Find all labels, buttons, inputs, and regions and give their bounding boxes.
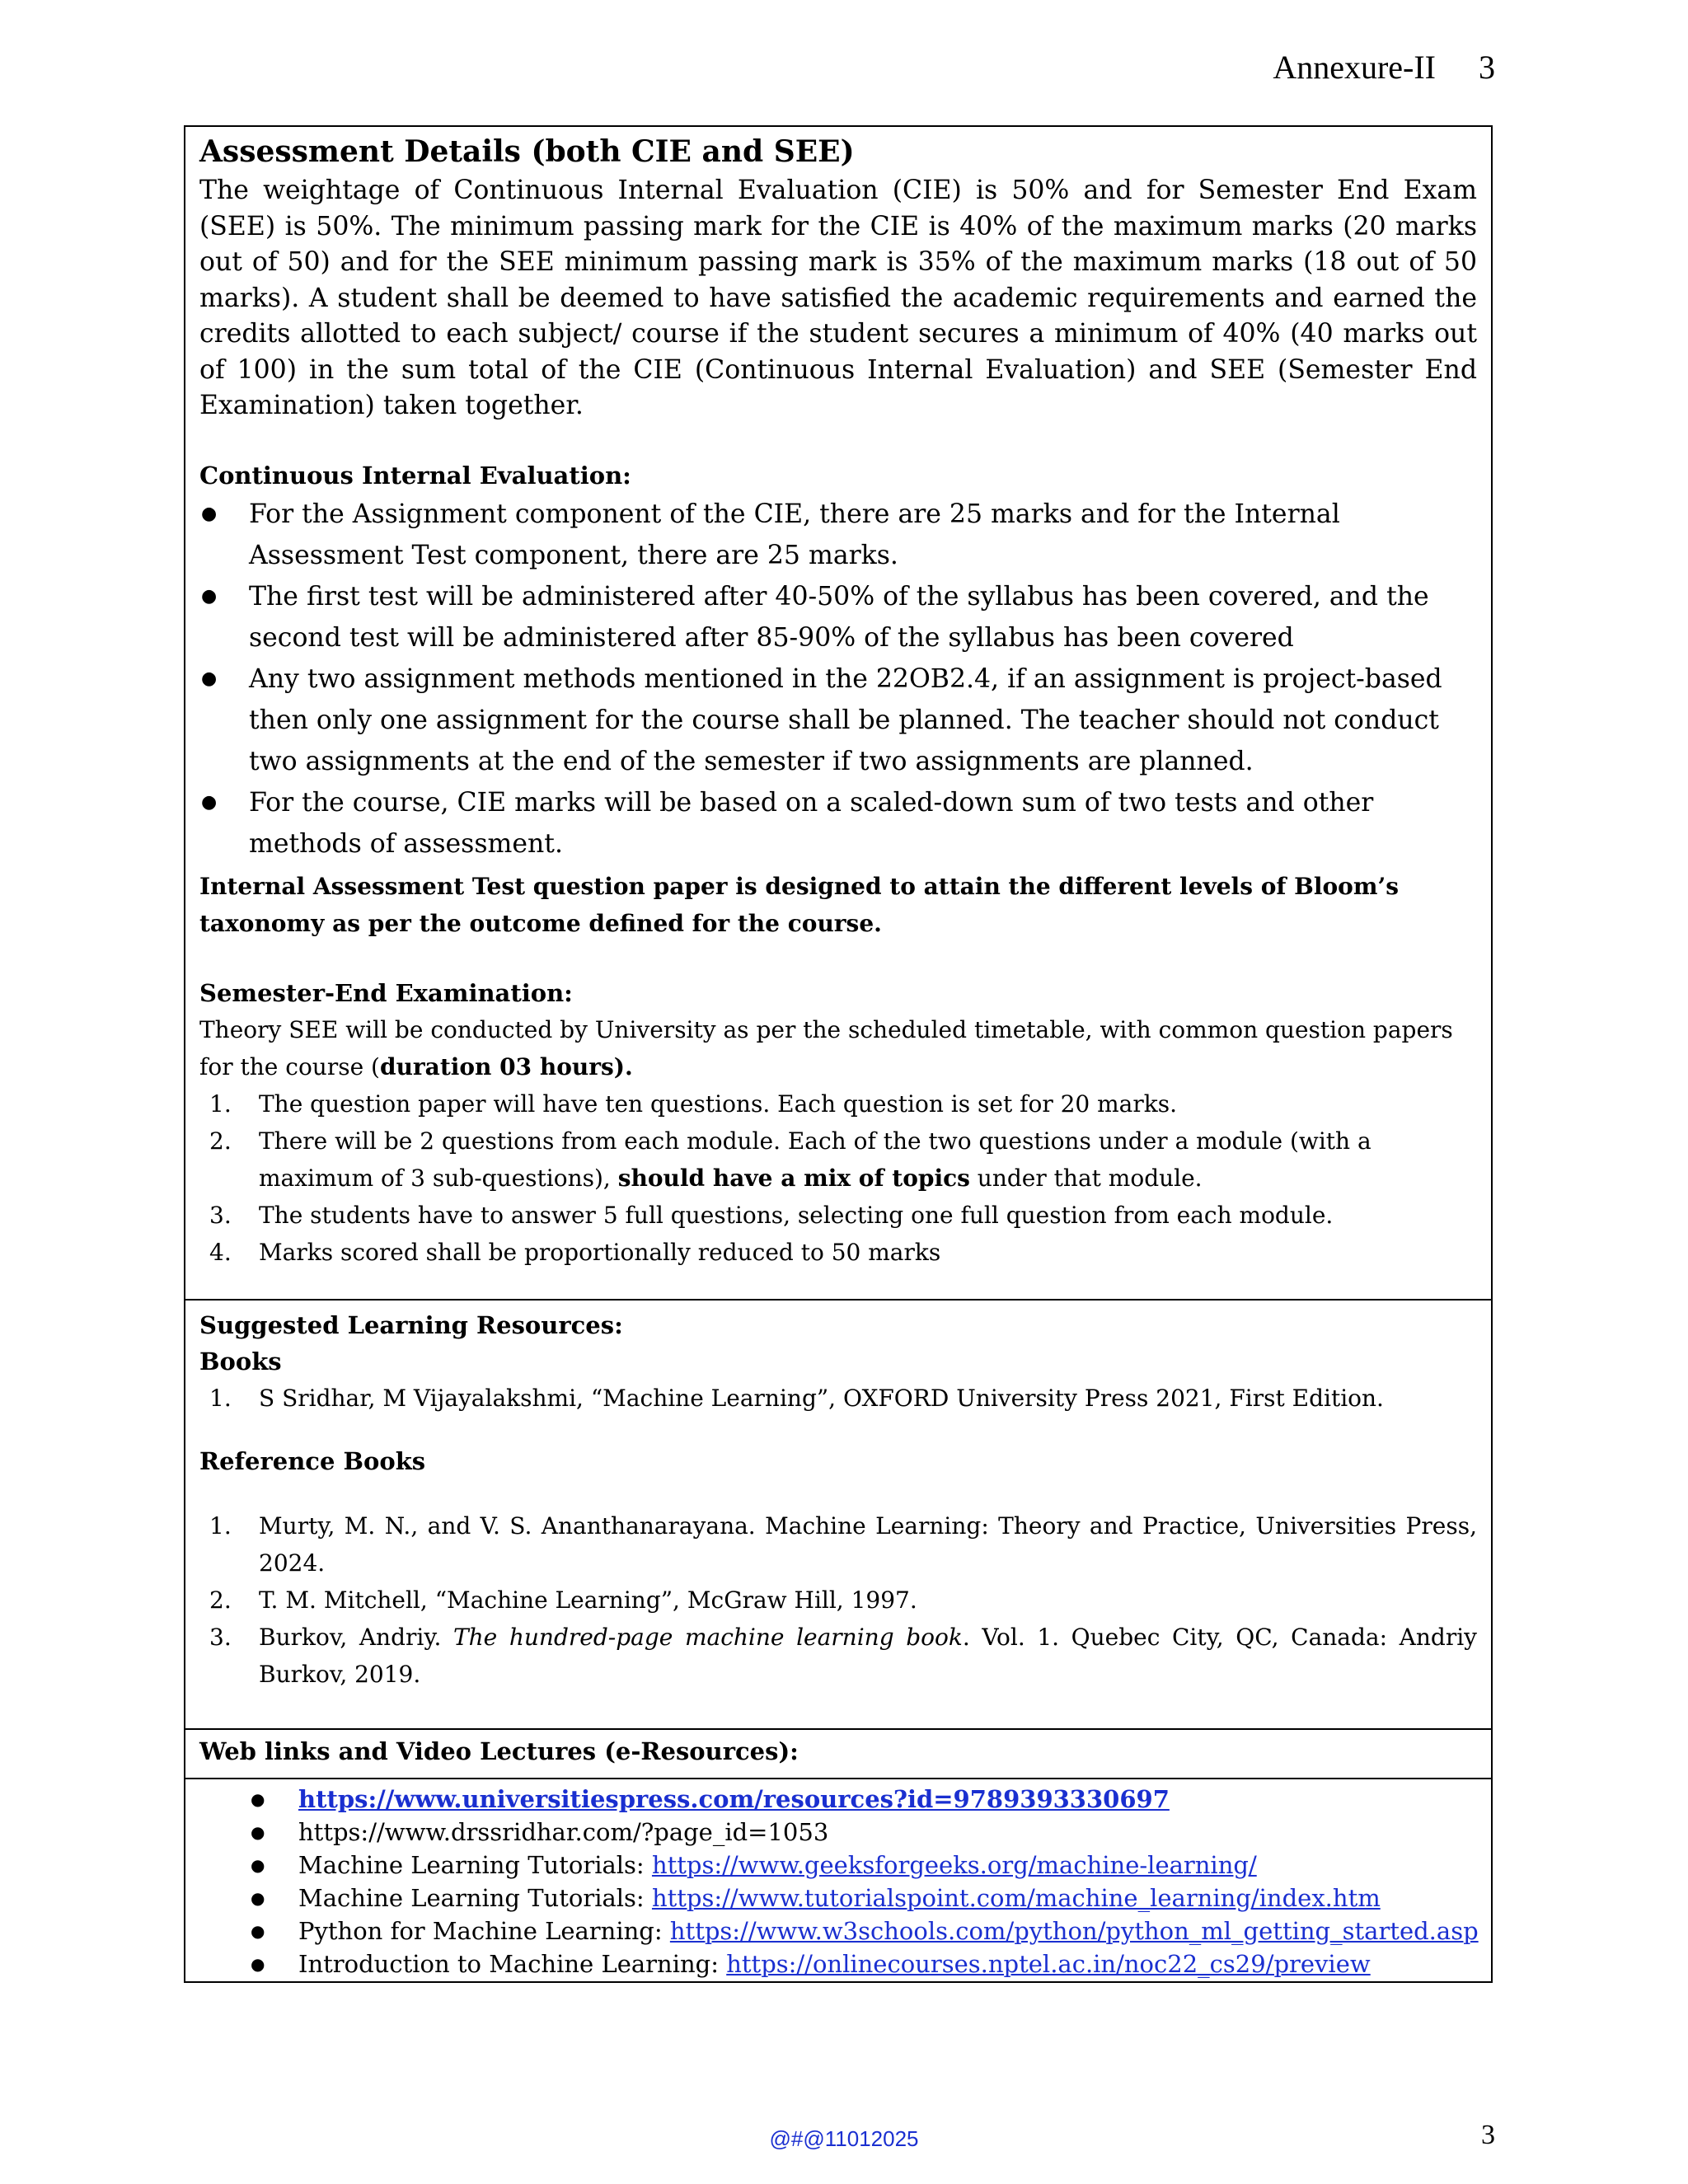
reference-number: 3. xyxy=(209,1624,232,1651)
see-item xyxy=(199,1085,1477,1122)
see-item-number: 3. xyxy=(209,1201,232,1229)
reference-books-heading: Reference Books xyxy=(199,1447,426,1475)
book-number: 1. xyxy=(209,1385,232,1412)
web-link-item xyxy=(249,1882,1477,1915)
assessment-intro: The weightage of Continuous Internal Evaluation (CIE) is 50% and for Semester End Exam (SEE) is 50%. The minimum passing mark for the CIE is 40% of the maximum marks (20 marks out of 50) and for the SEE minimum passing mark is 35% of the maximum marks (18 out of 50 marks). A student shall be deemed to have satisfied the academic requirements and earned the credits allotted to each subject/ course if the student secures a minimum of 40% (40 marks out of 100) in the sum total of the CIE (Continuous Internal Evaluation) and SEE (Semester End Examination) taken together. xyxy=(199,176,1477,420)
web-link-label: Machine Learning Tutorials: xyxy=(298,1884,652,1912)
web-link-item xyxy=(249,1947,1477,1980)
reference-text-after: . Vol. 1. Quebec City, QC, Canada: Andriy Burkov, 2019. xyxy=(259,1624,1477,1688)
cie-heading: Continuous Internal Evaluation: xyxy=(199,461,631,490)
reference-title-italic: The hundred-page machine learning book xyxy=(452,1624,963,1651)
reference-text: T. M. Mitchell, “Machine Learning”, McGraw Hill, 1997. xyxy=(259,1586,917,1614)
see-item xyxy=(199,1122,1477,1197)
web-link-item xyxy=(249,1849,1477,1882)
footer-code: @#@11012025 xyxy=(769,2126,919,2151)
reference-item xyxy=(199,1582,1477,1619)
see-heading: Semester-End Examination: xyxy=(199,978,573,1007)
book-text: S Sridhar, M Vijayalakshmi, “Machine Learning”, OXFORD University Press 2021, First Edition. xyxy=(259,1385,1384,1412)
web-links-list xyxy=(199,1783,1477,1980)
resources-heading: Suggested Learning Resources: xyxy=(199,1311,623,1339)
see-item-text: The question paper will have ten questions. Each question is set for 20 marks. xyxy=(259,1090,1177,1118)
see-item-text-after: under that module. xyxy=(969,1164,1203,1192)
see-list xyxy=(199,1085,1477,1271)
see-item-number: 1. xyxy=(209,1090,232,1118)
see-item-text: There will be 2 questions from each module. Each of the two questions under a module (with a maximum of 3 sub-questions), xyxy=(259,1127,1372,1192)
see-item-number: 4. xyxy=(209,1238,232,1266)
web-link-label: Machine Learning Tutorials: xyxy=(298,1851,652,1879)
web-link-item xyxy=(249,1783,1477,1816)
reference-text: Murty, M. N., and V. S. Ananthanarayana. Machine Learning: Theory and Practice, Universities Press, 2024. xyxy=(259,1512,1477,1577)
reference-list xyxy=(199,1507,1477,1693)
web-heading: Web links and Video Lectures (e-Resources): xyxy=(199,1737,799,1765)
footer-page-number: 3 xyxy=(1481,2120,1495,2150)
drssridhar-url: https://www.drssridhar.com/?page_id=1053 xyxy=(298,1818,829,1846)
books-list xyxy=(199,1380,1477,1417)
reference-item xyxy=(199,1507,1477,1582)
cie-item: ● The first test will be administered after 40-50% of the syllabus has been covered, and the second test will be administered after 85-90% of the syllabus has been covered xyxy=(199,576,1477,658)
books-heading: Books xyxy=(199,1347,282,1376)
see-item-text: Marks scored shall be proportionally reduced to 50 marks xyxy=(259,1238,941,1266)
web-links-section xyxy=(185,1779,1491,1981)
see-item-text: The students have to answer 5 full questions, selecting one full question from each module. xyxy=(259,1201,1334,1229)
web-link-label: Python for Machine Learning: xyxy=(298,1917,670,1945)
page-header xyxy=(1273,48,1495,87)
see-item-bold: should have a mix of topics xyxy=(617,1164,970,1192)
cie-list xyxy=(199,494,1477,865)
annexure-label: Annexure-II xyxy=(1273,49,1436,86)
nptel-link[interactable]: https://onlinecourses.nptel.ac.in/noc22_cs29/preview xyxy=(726,1950,1371,1978)
cie-item: ● Any two assignment methods mentioned in the 22OB2.4, if an assignment is project-based then only one assignment for the course shall be planned. The teacher should not conduct two assignments at the end of the semester if two assignments are planned. xyxy=(199,658,1477,782)
universitiespress-link[interactable]: https://www.universitiespress.com/resources?id=9789393330697 xyxy=(298,1785,1170,1813)
geeksforgeeks-link[interactable]: https://www.geeksforgeeks.org/machine-learning/ xyxy=(651,1851,1257,1879)
cie-item: ● For the course, CIE marks will be based on a scaled-down sum of two tests and other methods of assessment. xyxy=(199,782,1477,865)
reference-text: Burkov, Andriy. xyxy=(259,1624,453,1651)
reference-item xyxy=(199,1619,1477,1693)
reference-number: 2. xyxy=(209,1586,232,1614)
resources-section xyxy=(185,1301,1491,1730)
cie-item: ● For the Assignment component of the CIE, there are 25 marks and for the Internal Assessment Test component, there are 25 marks. xyxy=(199,494,1477,576)
web-link-item xyxy=(249,1816,1477,1849)
web-link-label: Introduction to Machine Learning: xyxy=(298,1950,727,1978)
assessment-title: Assessment Details (both CIE and SEE) xyxy=(199,134,855,169)
see-item-number: 2. xyxy=(209,1127,232,1155)
see-intro-text: Theory SEE will be conducted by University as per the scheduled timetable, with common question papers for the course ( xyxy=(199,1015,1453,1080)
assessment-section xyxy=(185,127,1491,1301)
see-duration: duration 03 hours). xyxy=(379,1052,633,1080)
w3schools-link[interactable]: https://www.w3schools.com/python/python_ml_getting_started.asp xyxy=(669,1917,1479,1945)
cie-note: Internal Assessment Test question paper is designed to attain the different levels of Bloom’s taxonomy as per the outcome defined for the course. xyxy=(199,872,1399,937)
tutorialspoint-link[interactable]: https://www.tutorialspoint.com/machine_learning/index.htm xyxy=(651,1884,1381,1912)
web-heading-row xyxy=(185,1730,1491,1779)
reference-number: 1. xyxy=(209,1512,232,1540)
see-intro xyxy=(199,1011,1477,1085)
see-item xyxy=(199,1197,1477,1234)
web-link-item xyxy=(249,1915,1477,1947)
header-page-number: 3 xyxy=(1479,49,1495,86)
see-item xyxy=(199,1234,1477,1271)
book-item xyxy=(199,1380,1477,1417)
syllabus-table xyxy=(184,125,1493,1983)
